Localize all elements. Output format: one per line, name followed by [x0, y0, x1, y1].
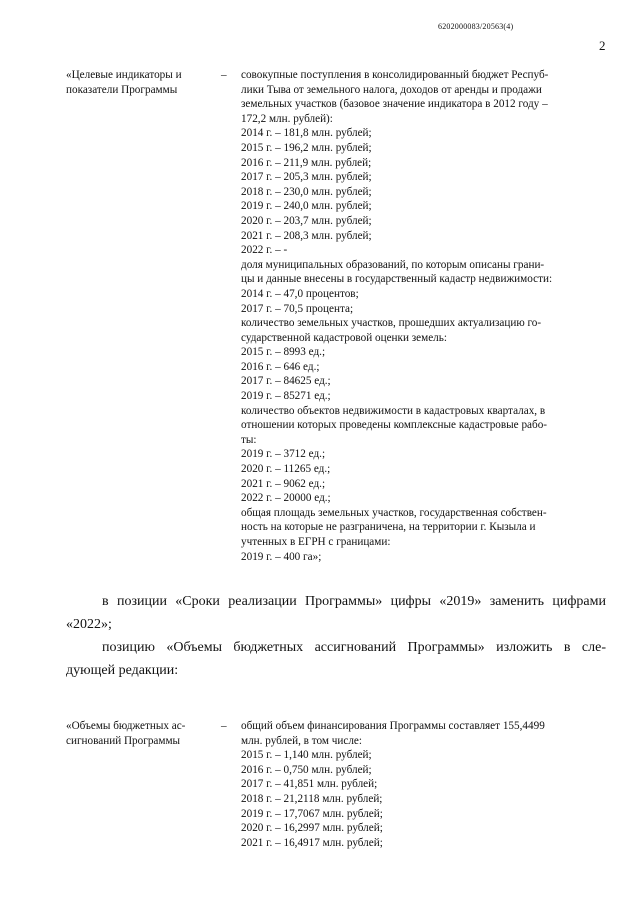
dash: – [221, 69, 227, 81]
document-id: 6202000083/20563(4) [438, 22, 514, 31]
content-line: млн. рублей, в том числе: [241, 734, 362, 747]
label-line: «Целевые индикаторы и [66, 69, 182, 81]
content-line: ты: [241, 433, 257, 446]
content-line: 2016 г. – 0,750 млн. рублей; [241, 763, 372, 776]
content-line: 2019 г. – 17,7067 млн. рублей; [241, 807, 383, 820]
budget-content [241, 719, 606, 850]
label-line: «Объемы бюджетных ас- [66, 720, 186, 732]
content-line: количество объектов недвижимости в кадастровых кварталах, в [241, 404, 546, 417]
paragraph-line: позицию «Объемы бюджетных ассигнований Программы» изложить в сле- [102, 640, 606, 655]
content-line: доля муниципальных образований, по которым описаны грани- [241, 258, 545, 271]
content-line: совокупные поступления в консолидированный бюджет Респуб- [241, 69, 549, 81]
content-line: 2017 г. – 70,5 процента; [241, 302, 354, 315]
budget-label [66, 719, 221, 850]
label-line: показатели Программы [66, 83, 178, 96]
content-line: 172,2 млн. рублей): [241, 112, 333, 125]
indicators-table [66, 68, 606, 564]
budget-table [66, 719, 606, 850]
content-line: 2020 г. – 16,2997 млн. рублей; [241, 822, 383, 835]
content-line: 2017 г. – 205,3 млн. рублей; [241, 171, 372, 184]
dash: – [221, 720, 227, 732]
content-line: 2022 г. – - [241, 244, 288, 257]
content-line: 2015 г. – 196,2 млн. рублей; [241, 141, 372, 154]
content-line: 2014 г. – 181,8 млн. рублей; [241, 127, 372, 140]
content-line: отношении которых проведены комплексные кадастровые рабо- [241, 419, 548, 432]
content-line: учтенных в ЕГРН с границами: [241, 536, 391, 548]
content-line: 2021 г. – 208,3 млн. рублей; [241, 229, 372, 242]
content-line: 2015 г. – 8993 ед.; [241, 346, 326, 359]
page-number: 2 [599, 38, 606, 53]
content-line: общая площадь земельных участков, государственная собствен- [241, 506, 547, 519]
content-line: 2021 г. – 9062 ед.; [241, 477, 326, 490]
paragraph-budget [66, 636, 606, 682]
content-line: 2015 г. – 1,140 млн. рублей; [241, 749, 372, 762]
content-line: общий объем финансирования Программы составляет 155,4499 [241, 720, 545, 732]
content-line: 2021 г. – 16,4917 млн. рублей; [241, 836, 383, 849]
content-line: 2019 г. – 85271 ед.; [241, 390, 331, 403]
content-line: 2020 г. – 11265 ед.; [241, 463, 331, 476]
content-line: 2019 г. – 3712 ед.; [241, 448, 326, 461]
indicators-content [241, 68, 606, 564]
content-line: 2014 г. – 47,0 процентов; [241, 287, 359, 300]
content-line: 2018 г. – 21,2118 млн. рублей; [241, 792, 383, 805]
content-line: земельных участков (базовое значение индикатора в 2012 году – [241, 98, 548, 111]
content-line: 2019 г. – 240,0 млн. рублей; [241, 200, 372, 213]
content-line: 2019 г. – 400 га»; [241, 550, 322, 563]
content-line: цы и данные внесены в государственный кадастр недвижимости: [241, 273, 553, 286]
content-line: 2017 г. – 41,851 млн. рублей; [241, 778, 378, 791]
content-line: сударственной кадастровой оценки земель: [241, 331, 447, 344]
label-line: сигнований Программы [66, 734, 181, 747]
content-line: 2017 г. – 84625 ед.; [241, 375, 331, 388]
content-line: 2018 г. – 230,0 млн. рублей; [241, 185, 372, 198]
content-line: количество земельных участков, прошедших актуализацию го- [241, 317, 542, 330]
paragraph-deadlines [66, 590, 606, 636]
content-line: 2022 г. – 20000 ед.; [241, 492, 331, 505]
content-line: 2020 г. – 203,7 млн. рублей; [241, 214, 372, 227]
paragraph-line: дующей редакции: [66, 663, 179, 678]
content-line: 2016 г. – 646 ед.; [241, 360, 320, 373]
indicators-label [66, 68, 221, 564]
paragraph-line: в позиции «Сроки реализации Программы» цифры «2019» заменить цифрами [102, 594, 606, 609]
content-line: лики Тыва от земельного налога, доходов от аренды и продажи [241, 83, 542, 96]
content-line: 2016 г. – 211,9 млн. рублей; [241, 156, 372, 169]
paragraph-line: «2022»; [66, 617, 112, 632]
content-line: ность на которые не разграничена, на территории г. Кызыла и [241, 521, 536, 534]
